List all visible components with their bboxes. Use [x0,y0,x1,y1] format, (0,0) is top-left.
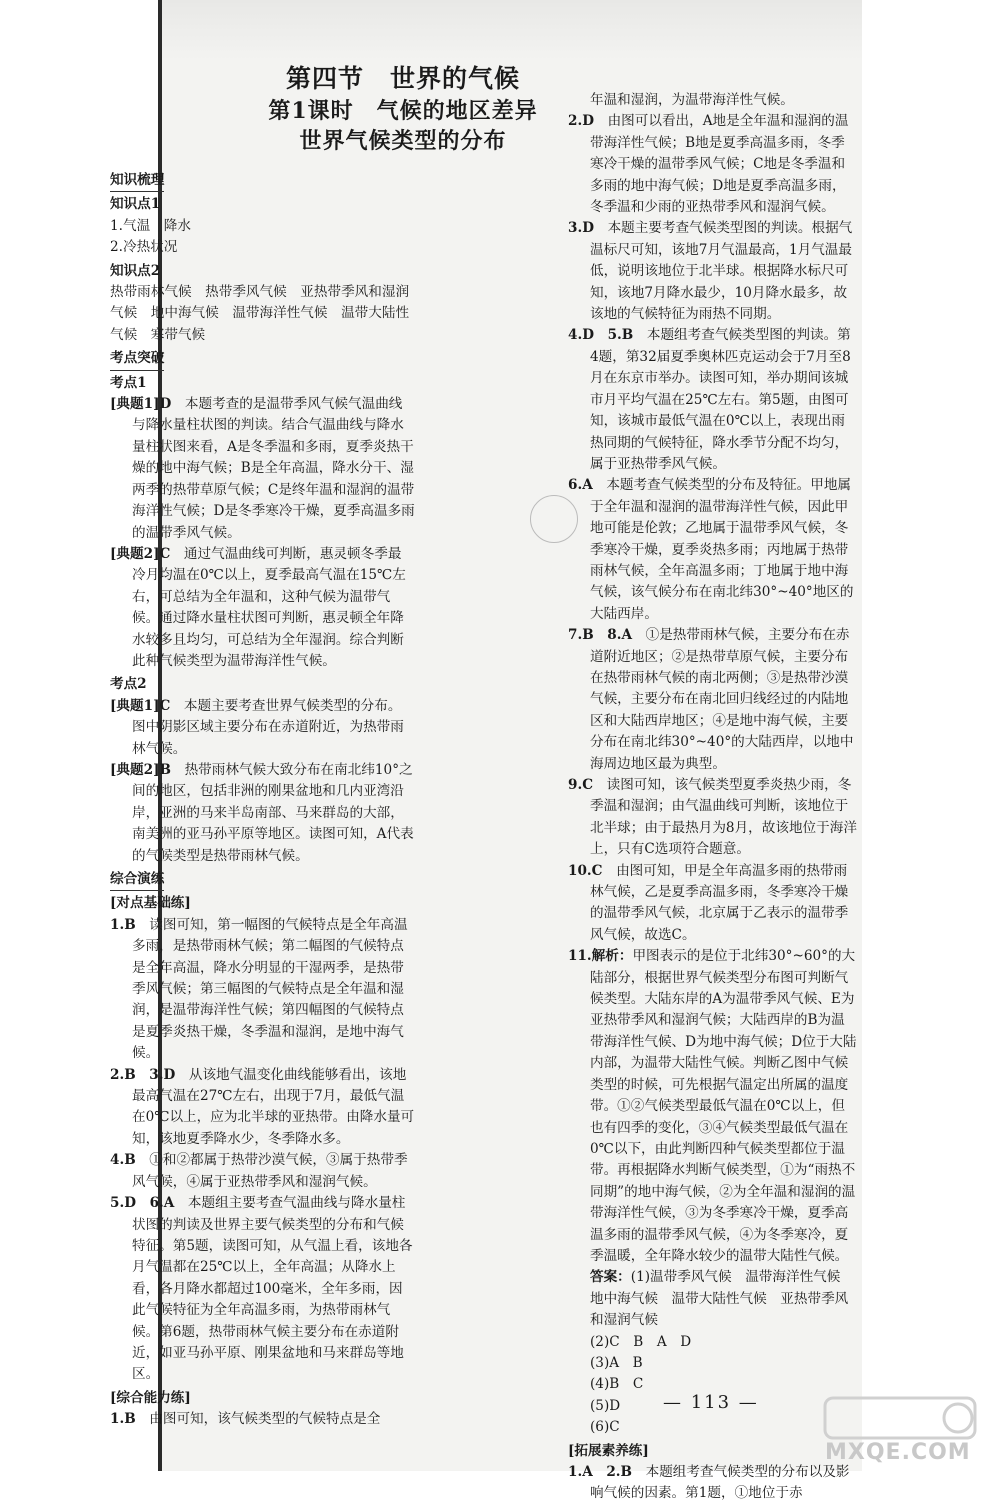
example-3-text: 本题主要考查世界气候类型的分布。图中阴影区域主要分布在赤道附近，为热带雨林气候。 [132,697,404,757]
heading-kp2: 知识点2 [110,262,161,279]
example-3 [110,696,415,760]
answer-5-text: 本题组主要考查气温曲线与降水量柱状图的判读及世界主要气候类型的分布和气候特征。第5题，读图可知，从气温上看，该地各月气温都在25℃以上，全年高温；从降水上看，各月降水都超过100毫米，全年多雨，因此气候特征为全年高温多雨，为热带雨林气候。第6题，热带雨林气候主要分布在赤道附近，如亚马孙平原、刚果盆地和马来群岛等地区。 [132,1195,413,1383]
right-column [568,90,858,1505]
r-answer-11-label: 11.解析： [568,948,633,965]
r-answer-10 [568,861,858,947]
answer-2-text: 从该地气温变化曲线能够看出，该地最高气温在27℃左右，出现于7月，最低气温在0℃以上，应为北半球的亚热带。由降水量可知，该地夏季降水少，冬季降水多。 [132,1066,415,1147]
example-4 [110,760,415,867]
example-2 [110,544,415,672]
lesson-subtitle: 世界气候类型的分布 [299,128,507,154]
heading-kd2: 考点2 [110,676,147,693]
kp1-line2: 2.冷热状况 [110,239,178,256]
example-1-label: [典题1]D [110,396,172,413]
r-answer-4-label: 4.D 5.B [568,327,634,344]
answer-key-label: 答案： [590,1269,631,1286]
answer-1-label: 1.B [110,916,136,933]
watermark-text: MXQE.COM [825,1440,971,1465]
t-answer-1 [568,1462,858,1505]
example-3-label: [典题1]C [110,697,171,714]
title-block [268,62,538,156]
section-title: 第四节 世界的气候 [285,64,520,93]
r-answer-11-key [568,1267,858,1331]
example-1-text: 本题考查的是温带季风气候气温曲线与降水量柱状图的判读。结合气温曲线与降水量柱状图来看，A是冬季温和多雨，夏季炎热干燥的地中海气候；B是全年高温，降水分干、湿两季的热带草原气候；C是终年温和湿润的温带海洋性气候；D是冬季寒冷干燥，夏季高温多雨的温带季风气候。 [132,396,415,541]
t-answer-1-text: 本题组考查气候类型的分布以及影响气候的因素。第1题，①地位于赤 [590,1464,850,1502]
r-answer-2 [568,111,858,218]
answer-key-3: (3)A B [590,1354,643,1371]
heading-kd1: 考点1 [110,374,147,391]
answer-1b [110,1409,415,1430]
r-answer-11-text: 甲图表示的是位于北纬30°~60°的大陆部分，根据世界气候类型分布图可判断气候类型。大陆东岸的A为温带季风气候、E为亚热带季风和湿润气候；大陆西岸的B为温带海洋性气候、D为地中海气候；D位于大陆内部，为温带大陆性气候。判断乙图中气候类型的时候，可先根据气温定出所属的温度带。①②气候类型最低气温在0℃以上，但也有四季的变化，③④气候类型最低气温在0℃以下，由此判断四种气候类型都位于温带。再根据降水判断气候类型，①为“雨热不同期”的地中海气候，②为全年温和湿润的温带海洋性气候，③为冬季寒冷干燥，夏季高温多雨的温带季风气候，④为冬季寒冷，夏季温暖，全年降水较少的温带大陆性气候。 [590,948,857,1264]
answer-key-5: (5)D [590,1397,621,1414]
answer-key-4: (4)B C [590,1376,644,1393]
answer-5 [110,1193,415,1386]
r-answer-4-text: 本题组考查气候类型图的判读。第4题，第32届夏季奥林匹克运动会于7月至8月在东京市举办。读图可知，举办期间该城市月平均气温在25℃左右。第5题，由图可知，该城市最低气温在0℃以上，表现出雨热同期的气候特征，降水季节分配不均匀，属于亚热带季风气候。 [590,327,851,472]
example-1 [110,394,415,544]
answer-key-6: (6)C [590,1419,620,1436]
faint-stamp [530,495,578,543]
r-answer-10-text: 由图可知，甲是全年高温多雨的热带雨林气候，乙是夏季高温多雨，冬季寒冷干燥的温带季风气候，北京属于乙表示的温带季风气候，故选C。 [590,862,849,943]
heading-kp1: 知识点1 [110,196,161,213]
t-answer-1-label: 1.A 2.B [568,1464,633,1480]
r-answer-9-label: 9.C [568,777,594,793]
answer-1 [110,915,415,1065]
r-answer-3 [568,218,858,325]
answer-2-label: 2.B 3.D [110,1066,176,1083]
r-answer-9-text: 读图可知，该气候类型夏季炎热少雨，冬季温和湿润；由气温曲线可判断，该地位于北半球；由于最热月为8月，故该地位于海洋上，只有C选项符合题意。 [590,777,857,858]
answer-5-label: 5.D 6.A [110,1195,175,1212]
answer-1b-label: 1.B [110,1411,136,1428]
example-4-text: 热带雨林气候大致分布在南北纬10°之间的地区，包括非洲的刚果盆地和几内亚湾沿岸，亚洲的马来半岛南部、马来群岛的大部，南美洲的亚马孙平原等地区。读图可知，A代表的气候类型是热带雨林气候。 [132,761,414,864]
heading-nengli: [综合能力练] [110,1389,191,1406]
r-answer-7-label: 7.B 8.A [568,627,633,644]
r-answer-10-label: 10.C [568,862,603,879]
answer-4 [110,1150,415,1193]
r-answer-6-text: 本题考查气候类型的分布及特征。甲地属于全年温和湿润的温带海洋性气候，因此甲地可能是伦敦；乙地属于温带季风气候，冬季寒冷干燥，夏季炎热多雨；丙地属于热带雨林气候，全年高温多雨；丁地属于地中海气候，该气候分布在南北纬30°~40°地区的大陆西岸。 [590,477,854,622]
example-4-label: [典题2]B [110,761,171,778]
r-answer-6-label: 6.A [568,477,593,494]
heading-jichu: [对点基础练] [110,895,191,912]
example-2-text: 通过气温曲线可判断，惠灵顿冬季最冷月均温在0℃以上，夏季最高气温在15℃左右，可总结为全年温和，这种气候为温带气候。通过降水量柱状图可判断，惠灵顿全年降水较多且均匀，可总结为全年湿润。综合判断此种气候类型为温带海洋性气候。 [132,545,406,669]
r-answer-2-text: 由图可以看出，A地是全年温和湿润的温带海洋性气候；B地是夏季高温多雨，冬季寒冷干燥的温带季风气候；C地是冬季温和多雨的地中海气候；D地是夏季高温多雨，冬季温和少雨的亚热带季风和湿润气候。 [590,113,849,216]
kp1-line1: 1.气温 降水 [110,217,191,234]
answer-key-1: (1)温带季风气候 温带海洋性气候 地中海气候 温带大陆性气候 亚热带季风和湿润气候 [590,1269,854,1329]
answer-4-label: 4.B [110,1152,136,1169]
r-answer-7-text: ①是热带雨林气候，主要分布在赤道附近地区；②是热带草原气候，主要分布在热带雨林气候的南北两侧；③是热带沙漠气候，主要分布在南北回归线经过的内陆地区和大陆西岸地区；④是地中海气候，主要分布在南北纬30°~40°的大陆西岸，以地中海周边地区最为典型。 [590,627,854,772]
answer-4-text: ①和②都属于热带沙漠气候，③属于热带季风气候，④属于亚热带季风和湿润气候。 [132,1152,408,1190]
right-continuation: 年温和湿润，为温带海洋性气候。 [590,92,794,108]
answer-2 [110,1065,415,1151]
r-answer-4 [568,325,858,475]
scan-shadow [162,0,862,60]
kp2-text: 热带雨林气候 热带季风气候 亚热带季风和湿润气候 地中海气候 温带海洋性气候 温带大陆性气候 寒带气候 [110,284,410,343]
r-answer-3-label: 3.D [568,220,594,237]
answer-key-2: (2)C B A D [590,1333,692,1350]
answer-1b-text: 由图可知，该气候类型的气候特点是全 [135,1411,381,1428]
heading-kaodian: 考点突破 [110,348,164,370]
r-answer-3-text: 本题主要考查气候类型图的判读。根据气温标尺可知，该地7月气温最高，1月气温最低，说明该地位于北半球。根据降水标尺可知，该地7月降水最少，10月降水最多，故该地的气候特征为雨热不同期。 [590,220,853,323]
heading-tuozhan: [拓展素养练] [568,1442,649,1459]
heading-zhishi: 知识梳理 [110,170,164,192]
example-2-label: [典题2]C [110,545,171,562]
heading-zonghe: 综合演练 [110,869,164,891]
r-answer-6 [568,475,858,625]
r-answer-2-label: 2.D [568,113,594,130]
page-number: — 113 — [663,1392,759,1413]
r-answer-9 [568,775,858,861]
lesson-title: 第1课时 气候的地区差异 [268,98,538,124]
r-answer-7 [568,625,858,775]
left-column [110,168,415,1431]
answer-1-text: 读图可知，第一幅图的气候特点是全年高温多雨，是热带雨林气候；第二幅图的气候特点是全年高温，降水分明显的干湿两季，是热带季风气候；第三幅图的气候特点是全年温和湿润，是温带海洋性气候；第四幅图的气候特点是夏季炎热干燥，冬季温和湿润，是地中海气候。 [132,916,408,1062]
r-answer-11 [568,946,858,1267]
